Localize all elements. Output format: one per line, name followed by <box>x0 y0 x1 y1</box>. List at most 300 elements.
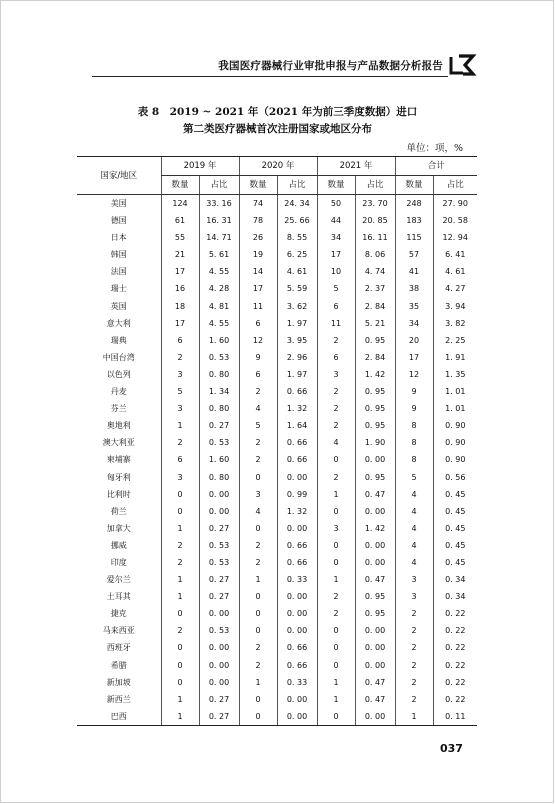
count-cell: 0 <box>161 605 199 622</box>
count-cell: 1 <box>317 674 355 691</box>
count-cell: 2 <box>239 451 277 468</box>
table-row <box>77 366 477 383</box>
region-cell: 韩国 <box>110 250 127 260</box>
count-cell: 6 <box>239 366 277 383</box>
count-cell: 4 <box>395 486 433 503</box>
share-cell: 0. 80 <box>199 366 239 383</box>
count-cell: 0 <box>317 537 355 554</box>
count-cell: 0 <box>317 451 355 468</box>
share-cell: 24. 34 <box>277 195 317 213</box>
count-cell: 2 <box>317 383 355 400</box>
count-cell: 3 <box>161 469 199 486</box>
region-cell: 比利时 <box>106 489 131 499</box>
share-cell: 0. 00 <box>199 486 239 503</box>
share-cell: 0. 47 <box>355 691 395 708</box>
share-cell: 4. 61 <box>277 263 317 280</box>
count-cell: 2 <box>161 622 199 639</box>
count-cell: 44 <box>317 212 355 229</box>
region-cell: 瑞士 <box>110 284 127 294</box>
count-cell: 4 <box>239 503 277 520</box>
share-cell: 2. 25 <box>433 332 477 349</box>
share-cell: 4. 28 <box>199 280 239 297</box>
share-cell: 0. 11 <box>433 708 477 726</box>
share-cell: 16. 11 <box>355 229 395 246</box>
region-cell: 希腊 <box>110 660 127 670</box>
table-row <box>77 229 477 246</box>
count-cell: 0 <box>239 691 277 708</box>
table-caption-line1: 表 8 2019 ~ 2021 年（2021 年为前三季度数据）进口 <box>137 106 418 118</box>
region-cell: 新西兰 <box>106 694 131 704</box>
sub-header-count: 数量 <box>317 176 355 195</box>
header-rule <box>92 76 448 77</box>
share-cell: 0. 00 <box>355 622 395 639</box>
region-cell: 日本 <box>110 233 127 243</box>
count-cell: 2 <box>317 605 355 622</box>
share-cell: 0. 22 <box>433 691 477 708</box>
share-cell: 1. 60 <box>199 451 239 468</box>
table-row <box>77 195 477 213</box>
share-cell: 0. 27 <box>199 588 239 605</box>
share-cell: 0. 00 <box>199 657 239 674</box>
count-cell: 3 <box>161 366 199 383</box>
share-cell: 1. 35 <box>433 366 477 383</box>
count-cell: 3 <box>395 571 433 588</box>
share-cell: 3. 95 <box>277 332 317 349</box>
col-header-year: 2021 年 <box>317 157 395 176</box>
share-cell: 20. 58 <box>433 212 477 229</box>
count-cell: 3 <box>395 588 433 605</box>
region-cell: 美国 <box>110 199 127 208</box>
count-cell: 26 <box>239 229 277 246</box>
count-cell: 8 <box>395 434 433 451</box>
table-row <box>77 280 477 297</box>
table-row <box>77 554 477 571</box>
col-header-year: 2020 年 <box>239 157 317 176</box>
share-cell: 4. 55 <box>199 263 239 280</box>
count-cell: 3 <box>239 486 277 503</box>
share-cell: 1. 42 <box>355 520 395 537</box>
count-cell: 1 <box>161 417 199 434</box>
table-row <box>77 571 477 588</box>
count-cell: 5 <box>239 417 277 434</box>
share-cell: 0. 66 <box>277 657 317 674</box>
share-cell: 0. 00 <box>199 639 239 656</box>
share-cell: 0. 22 <box>433 622 477 639</box>
share-cell: 0. 22 <box>433 674 477 691</box>
count-cell: 57 <box>395 246 433 263</box>
count-cell: 2 <box>317 469 355 486</box>
count-cell: 2 <box>317 332 355 349</box>
share-cell: 0. 95 <box>355 383 395 400</box>
count-cell: 17 <box>161 263 199 280</box>
count-cell: 0 <box>317 622 355 639</box>
share-cell: 0. 53 <box>199 554 239 571</box>
count-cell: 18 <box>161 298 199 315</box>
count-cell: 1 <box>161 520 199 537</box>
share-cell: 6. 25 <box>277 246 317 263</box>
region-cell: 德国 <box>110 216 127 226</box>
count-cell: 2 <box>395 674 433 691</box>
share-cell: 0. 27 <box>199 708 239 726</box>
share-cell: 1. 60 <box>199 332 239 349</box>
count-cell: 14 <box>239 263 277 280</box>
count-cell: 6 <box>161 451 199 468</box>
count-cell: 9 <box>239 349 277 366</box>
count-cell: 0 <box>161 503 199 520</box>
count-cell: 1 <box>395 708 433 726</box>
count-cell: 16 <box>161 280 199 297</box>
count-cell: 6 <box>161 332 199 349</box>
share-cell: 0. 00 <box>277 605 317 622</box>
share-cell: 0. 66 <box>277 451 317 468</box>
table-row <box>77 657 477 674</box>
count-cell: 17 <box>239 280 277 297</box>
share-cell: 0. 00 <box>277 469 317 486</box>
region-cell: 澳大利亚 <box>102 438 135 448</box>
share-cell: 0. 66 <box>277 639 317 656</box>
count-cell: 8 <box>395 417 433 434</box>
share-cell: 0. 00 <box>277 691 317 708</box>
count-cell: 0 <box>239 708 277 726</box>
table-row <box>77 298 477 315</box>
share-cell: 0. 95 <box>355 332 395 349</box>
count-cell: 9 <box>395 383 433 400</box>
share-cell: 4. 55 <box>199 315 239 332</box>
count-cell: 35 <box>395 298 433 315</box>
share-cell: 0. 90 <box>433 417 477 434</box>
count-cell: 2 <box>395 622 433 639</box>
count-cell: 2 <box>317 400 355 417</box>
share-cell: 0. 99 <box>277 486 317 503</box>
count-cell: 2 <box>161 349 199 366</box>
sub-header-count: 数量 <box>395 176 433 195</box>
share-cell: 0. 80 <box>199 400 239 417</box>
share-cell: 0. 47 <box>355 486 395 503</box>
table-row <box>77 503 477 520</box>
region-cell: 巴西 <box>77 708 161 726</box>
table-row <box>77 691 477 708</box>
count-cell: 3 <box>161 400 199 417</box>
share-cell: 4. 81 <box>199 298 239 315</box>
col-header-region: 国家/地区 <box>77 157 161 195</box>
share-cell: 0. 33 <box>277 674 317 691</box>
region-cell: 瑞典 <box>110 335 127 345</box>
col-header-total: 合计 <box>395 157 477 176</box>
table-row <box>77 674 477 691</box>
region-cell: 加拿大 <box>106 523 131 533</box>
count-cell: 78 <box>239 212 277 229</box>
share-cell: 0. 22 <box>433 605 477 622</box>
share-cell: 0. 27 <box>199 571 239 588</box>
count-cell: 1 <box>317 486 355 503</box>
count-cell: 0 <box>239 469 277 486</box>
count-cell: 1 <box>317 571 355 588</box>
count-cell: 34 <box>317 229 355 246</box>
share-cell: 1. 91 <box>433 349 477 366</box>
share-cell: 0. 00 <box>355 451 395 468</box>
region-cell: 芬兰 <box>110 404 127 414</box>
share-cell: 2. 84 <box>355 349 395 366</box>
count-cell: 2 <box>239 657 277 674</box>
count-cell: 17 <box>395 349 433 366</box>
count-cell: 12 <box>395 366 433 383</box>
table-row <box>77 383 477 400</box>
share-cell: 5. 61 <box>199 246 239 263</box>
count-cell: 55 <box>161 229 199 246</box>
share-cell: 0. 56 <box>433 469 477 486</box>
share-cell: 27. 90 <box>433 195 477 213</box>
region-cell: 柬埔寨 <box>106 455 131 465</box>
share-cell: 16. 31 <box>199 212 239 229</box>
page-number: 037 <box>440 742 463 755</box>
share-cell: 1. 97 <box>277 315 317 332</box>
table-row <box>77 639 477 656</box>
share-cell: 20. 85 <box>355 212 395 229</box>
count-cell: 1 <box>161 691 199 708</box>
share-cell: 0. 34 <box>433 571 477 588</box>
table-row <box>77 332 477 349</box>
running-header-title: 我国医疗器械行业审批申报与产品数据分析报告 <box>218 60 443 72</box>
region-cell: 荷兰 <box>110 506 127 516</box>
count-cell: 2 <box>239 639 277 656</box>
region-cell: 丹麦 <box>110 387 127 397</box>
count-cell: 5 <box>395 469 433 486</box>
share-cell: 0. 45 <box>433 520 477 537</box>
col-header-year: 2019 年 <box>161 157 239 176</box>
count-cell: 11 <box>239 298 277 315</box>
count-cell: 17 <box>317 246 355 263</box>
share-cell: 0. 45 <box>433 537 477 554</box>
share-cell: 0. 00 <box>199 605 239 622</box>
share-cell: 6. 41 <box>433 246 477 263</box>
count-cell: 74 <box>239 195 277 213</box>
count-cell: 4 <box>395 554 433 571</box>
table-row <box>77 349 477 366</box>
count-cell: 4 <box>239 400 277 417</box>
count-cell: 0 <box>317 657 355 674</box>
region-cell: 土耳其 <box>106 592 131 602</box>
share-cell: 0. 80 <box>199 469 239 486</box>
share-cell: 1. 97 <box>277 366 317 383</box>
count-cell: 2 <box>395 639 433 656</box>
sub-header-count: 数量 <box>161 176 199 195</box>
table-caption-line2: 第二类医疗器械首次注册国家或地区分布 <box>183 123 372 135</box>
table-row <box>77 434 477 451</box>
count-cell: 41 <box>395 263 433 280</box>
count-cell: 0 <box>317 639 355 656</box>
share-cell: 33. 16 <box>199 195 239 213</box>
region-cell: 以色列 <box>106 369 131 379</box>
sub-header-count: 数量 <box>239 176 277 195</box>
share-cell: 0. 47 <box>355 674 395 691</box>
share-cell: 0. 00 <box>355 657 395 674</box>
share-cell: 0. 22 <box>433 639 477 656</box>
count-cell: 248 <box>395 195 433 213</box>
count-cell: 2 <box>395 605 433 622</box>
share-cell: 0. 00 <box>277 622 317 639</box>
share-cell: 0. 34 <box>433 588 477 605</box>
region-cell: 中国台湾 <box>102 352 135 362</box>
share-cell: 2. 96 <box>277 349 317 366</box>
count-cell: 11 <box>317 315 355 332</box>
table-row <box>77 605 477 622</box>
count-cell: 2 <box>161 537 199 554</box>
share-cell: 0. 00 <box>355 639 395 656</box>
region-cell: 捷克 <box>110 609 127 619</box>
table-row <box>77 451 477 468</box>
share-cell: 0. 95 <box>355 605 395 622</box>
count-cell: 1 <box>161 588 199 605</box>
share-cell: 0. 00 <box>199 674 239 691</box>
count-cell: 0 <box>161 657 199 674</box>
count-cell: 0 <box>239 520 277 537</box>
count-cell: 2 <box>239 537 277 554</box>
region-cell: 挪威 <box>110 540 127 550</box>
share-cell: 25. 66 <box>277 212 317 229</box>
sub-header-share: 占比 <box>199 176 239 195</box>
region-cell: 西班牙 <box>106 643 131 653</box>
table-row <box>77 417 477 434</box>
share-cell: 0. 00 <box>355 503 395 520</box>
region-cell: 意大利 <box>106 318 131 328</box>
count-cell: 3 <box>317 366 355 383</box>
table-row <box>77 486 477 503</box>
count-cell: 0 <box>317 708 355 726</box>
share-cell: 0. 00 <box>355 554 395 571</box>
count-cell: 1 <box>161 708 199 726</box>
share-cell: 3. 82 <box>433 315 477 332</box>
count-cell: 50 <box>317 195 355 213</box>
share-cell: 14. 71 <box>199 229 239 246</box>
share-cell: 0. 66 <box>277 383 317 400</box>
table-row <box>77 212 477 229</box>
share-cell: 0. 22 <box>433 657 477 674</box>
count-cell: 0 <box>317 554 355 571</box>
count-cell: 8 <box>395 451 433 468</box>
count-cell: 4 <box>395 537 433 554</box>
count-cell: 19 <box>239 246 277 263</box>
count-cell: 0 <box>161 674 199 691</box>
share-cell: 0. 66 <box>277 434 317 451</box>
share-cell: 0. 33 <box>277 571 317 588</box>
share-cell: 12. 94 <box>433 229 477 246</box>
share-cell: 0. 45 <box>433 554 477 571</box>
region-cell: 爱尔兰 <box>106 575 131 585</box>
sub-header-share: 占比 <box>433 176 477 195</box>
share-cell: 1. 32 <box>277 503 317 520</box>
share-cell: 1. 64 <box>277 417 317 434</box>
count-cell: 0 <box>239 588 277 605</box>
share-cell: 4. 61 <box>433 263 477 280</box>
share-cell: 1. 01 <box>433 383 477 400</box>
share-cell: 0. 95 <box>355 469 395 486</box>
table-row <box>77 263 477 280</box>
count-cell: 124 <box>161 195 199 213</box>
count-cell: 115 <box>395 229 433 246</box>
region-cell: 英国 <box>110 301 127 311</box>
table-row <box>77 315 477 332</box>
count-cell: 12 <box>239 332 277 349</box>
share-cell: 1. 90 <box>355 434 395 451</box>
share-cell: 1. 42 <box>355 366 395 383</box>
region-cell: 马来西亚 <box>102 626 135 636</box>
share-cell: 8. 06 <box>355 246 395 263</box>
share-cell: 0. 95 <box>355 417 395 434</box>
count-cell: 0 <box>161 486 199 503</box>
share-cell: 0. 27 <box>199 417 239 434</box>
count-cell: 6 <box>317 349 355 366</box>
count-cell: 3 <box>317 520 355 537</box>
share-cell: 4. 74 <box>355 263 395 280</box>
table-row <box>77 708 477 726</box>
share-cell: 5. 21 <box>355 315 395 332</box>
region-cell: 新加坡 <box>106 677 131 687</box>
table-unit: 单位：项，% <box>406 143 463 154</box>
count-cell: 0 <box>239 622 277 639</box>
count-cell: 1 <box>239 571 277 588</box>
sub-header-share: 占比 <box>355 176 395 195</box>
share-cell: 0. 00 <box>277 588 317 605</box>
share-cell: 0. 53 <box>199 349 239 366</box>
registration-table <box>77 156 477 726</box>
share-cell: 0. 90 <box>433 434 477 451</box>
share-cell: 2. 84 <box>355 298 395 315</box>
chapter-mark-icon <box>449 53 479 77</box>
share-cell: 0. 00 <box>277 520 317 537</box>
count-cell: 2 <box>239 434 277 451</box>
count-cell: 38 <box>395 280 433 297</box>
count-cell: 10 <box>317 263 355 280</box>
count-cell: 5 <box>161 383 199 400</box>
share-cell: 5. 59 <box>277 280 317 297</box>
count-cell: 5 <box>317 280 355 297</box>
share-cell: 0. 90 <box>433 451 477 468</box>
count-cell: 4 <box>395 503 433 520</box>
share-cell: 0. 45 <box>433 503 477 520</box>
share-cell: 0. 95 <box>355 588 395 605</box>
share-cell: 1. 34 <box>199 383 239 400</box>
count-cell: 2 <box>317 588 355 605</box>
share-cell: 0. 00 <box>355 537 395 554</box>
count-cell: 1 <box>161 571 199 588</box>
table-row <box>77 246 477 263</box>
share-cell: 0. 95 <box>355 400 395 417</box>
share-cell: 0. 53 <box>199 434 239 451</box>
sub-header-share: 占比 <box>277 176 317 195</box>
count-cell: 6 <box>239 315 277 332</box>
share-cell: 2. 37 <box>355 280 395 297</box>
count-cell: 183 <box>395 212 433 229</box>
share-cell: 0. 47 <box>355 571 395 588</box>
share-cell: 0. 53 <box>199 537 239 554</box>
count-cell: 2 <box>239 383 277 400</box>
share-cell: 8. 55 <box>277 229 317 246</box>
share-cell: 0. 66 <box>277 537 317 554</box>
share-cell: 0. 00 <box>277 708 317 726</box>
region-cell: 印度 <box>110 557 127 567</box>
table-row <box>77 537 477 554</box>
table-row <box>77 588 477 605</box>
share-cell: 0. 00 <box>199 503 239 520</box>
share-cell: 3. 62 <box>277 298 317 315</box>
table-row <box>77 469 477 486</box>
count-cell: 1 <box>239 674 277 691</box>
share-cell: 0. 27 <box>199 691 239 708</box>
count-cell: 2 <box>317 417 355 434</box>
count-cell: 2 <box>161 434 199 451</box>
share-cell: 0. 00 <box>355 708 395 726</box>
count-cell: 1 <box>317 691 355 708</box>
